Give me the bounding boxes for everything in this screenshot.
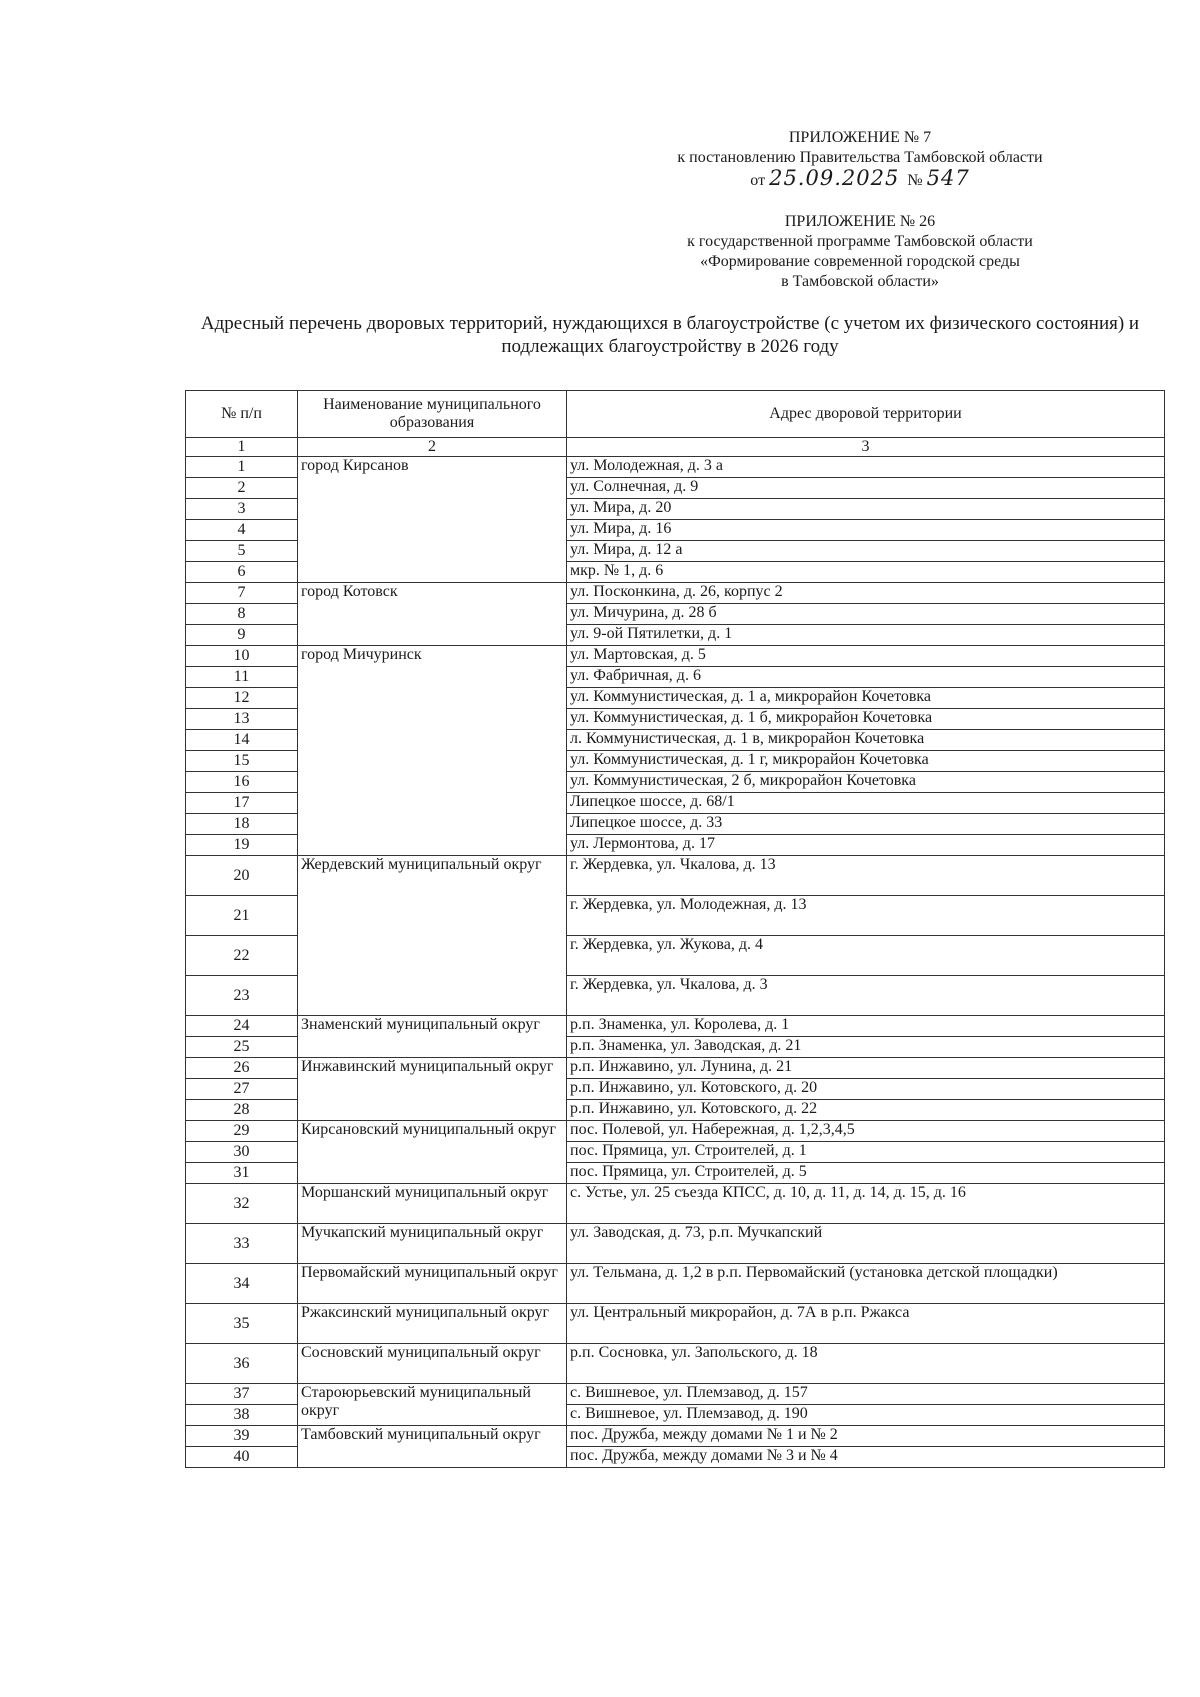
- row-number: 17: [186, 793, 298, 814]
- row-number: 33: [186, 1224, 298, 1264]
- row-number: 20: [186, 856, 298, 896]
- row-number: 11: [186, 667, 298, 688]
- row-number: 4: [186, 520, 298, 541]
- handwritten-date: 25.09.2025: [769, 166, 900, 190]
- address-cell: ул. Центральный микрорайон, д. 7А в р.п. Ржакса: [567, 1304, 1165, 1344]
- document-title: Адресный перечень дворовых территорий, нуждающихся в благоустройстве (с учетом их физического состояния) и подлежащих благоустройству в 2026 году: [200, 313, 1140, 357]
- row-number: 13: [186, 709, 298, 730]
- row-number: 28: [186, 1100, 298, 1121]
- address-cell: ул. Лермонтова, д. 17: [567, 835, 1165, 856]
- table-row: [186, 583, 1165, 604]
- date-prefix: от: [750, 172, 766, 189]
- address-cell: л. Коммунистическая, д. 1 в, микрорайон Кочетовка: [567, 730, 1165, 751]
- header-number: № п/п: [186, 391, 298, 438]
- row-number: 24: [186, 1016, 298, 1037]
- address-cell: ул. Тельмана, д. 1,2 в р.п. Первомайский (установка детской площадки): [567, 1264, 1165, 1304]
- table-row: [186, 1426, 1165, 1447]
- address-cell: ул. Посконкина, д. 26, корпус 2: [567, 583, 1165, 604]
- municipality-name: Староюрьевский муниципальный округ: [298, 1384, 567, 1426]
- row-number: 39: [186, 1426, 298, 1447]
- address-cell: пос. Прямица, ул. Строителей, д. 1: [567, 1142, 1165, 1163]
- appendix-26-title: ПРИЛОЖЕНИЕ № 26: [784, 213, 936, 230]
- address-cell: г. Жердевка, ул. Жукова, д. 4: [567, 936, 1165, 976]
- address-cell: с. Устье, ул. 25 съезда КПСС, д. 10, д. 11, д. 14, д. 15, д. 16: [567, 1184, 1165, 1224]
- row-number: 37: [186, 1384, 298, 1405]
- row-number: 35: [186, 1304, 298, 1344]
- row-number: 34: [186, 1264, 298, 1304]
- address-cell: с. Вишневое, ул. Племзавод, д. 190: [567, 1405, 1165, 1426]
- address-cell: р.п. Инжавино, ул. Котовского, д. 22: [567, 1100, 1165, 1121]
- address-cell: р.п. Знаменка, ул. Королева, д. 1: [567, 1016, 1165, 1037]
- row-number: 23: [186, 976, 298, 1016]
- row-number: 3: [186, 499, 298, 520]
- row-number: 2: [186, 478, 298, 499]
- row-number: 21: [186, 896, 298, 936]
- row-number: 10: [186, 646, 298, 667]
- table-header-row: [186, 391, 1165, 438]
- municipality-name: Кирсановский муниципальный округ: [298, 1121, 567, 1184]
- address-cell: г. Жердевка, ул. Чкалова, д. 3: [567, 976, 1165, 1016]
- municipality-name: Жердевский муниципальный округ: [298, 856, 567, 1016]
- address-cell: ул. Мира, д. 12 а: [567, 541, 1165, 562]
- address-cell: Липецкое шоссе, д. 33: [567, 814, 1165, 835]
- row-number: 29: [186, 1121, 298, 1142]
- row-number: 16: [186, 772, 298, 793]
- address-cell: ул. Мира, д. 16: [567, 520, 1165, 541]
- address-cell: ул. Молодежная, д. 3 а: [567, 457, 1165, 478]
- address-cell: с. Вишневое, ул. Племзавод, д. 157: [567, 1384, 1165, 1405]
- municipality-name: город Кирсанов: [298, 457, 567, 583]
- address-cell: Липецкое шоссе, д. 68/1: [567, 793, 1165, 814]
- header-municipality: Наименование муниципального образования: [298, 391, 567, 438]
- table-row: [186, 1121, 1165, 1142]
- table-row: [186, 1344, 1165, 1384]
- table-row: [186, 457, 1165, 478]
- address-table: [185, 390, 1165, 1468]
- address-cell: ул. Коммунистическая, д. 1 б, микрорайон Кочетовка: [567, 709, 1165, 730]
- appendix-7-header: [600, 128, 1120, 191]
- row-number: 5: [186, 541, 298, 562]
- header-address: Адрес дворовой территории: [567, 391, 1165, 438]
- table-body: [186, 438, 1165, 1468]
- appendix-26-program-line: к государственной программе Тамбовской области: [687, 233, 1033, 250]
- row-number: 1: [186, 457, 298, 478]
- column-index-3: 3: [567, 438, 1165, 457]
- municipality-name: Мучкапский муниципальный округ: [298, 1224, 567, 1264]
- row-number: 14: [186, 730, 298, 751]
- row-number: 6: [186, 562, 298, 583]
- column-index-2: 2: [298, 438, 567, 457]
- row-number: 22: [186, 936, 298, 976]
- appendix-26-program-name-line1: «Формирование современной городской среды: [700, 253, 1020, 270]
- table-row: [186, 1184, 1165, 1224]
- address-cell: г. Жердевка, ул. Чкалова, д. 13: [567, 856, 1165, 896]
- row-number: 12: [186, 688, 298, 709]
- appendix-26-header: [600, 212, 1120, 292]
- row-number: 38: [186, 1405, 298, 1426]
- address-cell: ул. Коммунистическая, 2 б, микрорайон Кочетовка: [567, 772, 1165, 793]
- address-cell: р.п. Сосновка, ул. Запольского, д. 18: [567, 1344, 1165, 1384]
- address-cell: ул. Мартовская, д. 5: [567, 646, 1165, 667]
- address-cell: пос. Дружба, между домами № 3 и № 4: [567, 1447, 1165, 1468]
- address-cell: пос. Дружба, между домами № 1 и № 2: [567, 1426, 1165, 1447]
- municipality-name: Ржаксинский муниципальный округ: [298, 1304, 567, 1344]
- address-cell: ул. Фабричная, д. 6: [567, 667, 1165, 688]
- address-cell: ул. Коммунистическая, д. 1 г, микрорайон Кочетовка: [567, 751, 1165, 772]
- row-number: 27: [186, 1079, 298, 1100]
- address-cell: мкр. № 1, д. 6: [567, 562, 1165, 583]
- address-cell: ул. Заводская, д. 73, р.п. Мучкапский: [567, 1224, 1165, 1264]
- municipality-name: Сосновский муниципальный округ: [298, 1344, 567, 1384]
- row-number: 32: [186, 1184, 298, 1224]
- municipality-name: Инжавинский муниципальный округ: [298, 1058, 567, 1121]
- municipality-name: Первомайский муниципальный округ: [298, 1264, 567, 1304]
- row-number: 30: [186, 1142, 298, 1163]
- row-number: 15: [186, 751, 298, 772]
- address-cell: ул. Солнечная, д. 9: [567, 478, 1165, 499]
- address-cell: ул. Коммунистическая, д. 1 а, микрорайон Кочетовка: [567, 688, 1165, 709]
- address-cell: ул. 9-ой Пятилетки, д. 1: [567, 625, 1165, 646]
- table-row: [186, 1304, 1165, 1344]
- row-number: 31: [186, 1163, 298, 1184]
- municipality-name: город Мичуринск: [298, 646, 567, 856]
- appendix-26-program-name-line2: в Тамбовской области»: [781, 273, 939, 290]
- table-row: [186, 1264, 1165, 1304]
- appendix-7-resolution-line: к постановлению Правительства Тамбовской области: [677, 149, 1043, 166]
- table-row: [186, 1224, 1165, 1264]
- address-cell: пос. Полевой, ул. Набережная, д. 1,2,3,4,5: [567, 1121, 1165, 1142]
- appendix-7-date-line: [600, 168, 1120, 191]
- address-cell: р.п. Инжавино, ул. Котовского, д. 20: [567, 1079, 1165, 1100]
- table-row: [186, 1016, 1165, 1037]
- address-cell: ул. Мичурина, д. 28 б: [567, 604, 1165, 625]
- appendix-7-title: ПРИЛОЖЕНИЕ № 7: [788, 129, 932, 146]
- row-number: 7: [186, 583, 298, 604]
- table-row: [186, 1384, 1165, 1405]
- row-number: 26: [186, 1058, 298, 1079]
- row-number: 9: [186, 625, 298, 646]
- municipality-name: Моршанский муниципальный округ: [298, 1184, 567, 1224]
- address-cell: г. Жердевка, ул. Молодежная, д. 13: [567, 896, 1165, 936]
- row-number: 8: [186, 604, 298, 625]
- row-number: 40: [186, 1447, 298, 1468]
- table-row: [186, 1058, 1165, 1079]
- row-number: 36: [186, 1344, 298, 1384]
- municipality-name: Тамбовский муниципальный округ: [298, 1426, 567, 1468]
- table-row: [186, 856, 1165, 896]
- table-row: [186, 646, 1165, 667]
- municipality-name: город Котовск: [298, 583, 567, 646]
- column-index-row: [186, 438, 1165, 457]
- address-cell: р.п. Инжавино, ул. Лунина, д. 21: [567, 1058, 1165, 1079]
- row-number: 19: [186, 835, 298, 856]
- municipality-name: Знаменский муниципальный округ: [298, 1016, 567, 1058]
- column-index-1: 1: [186, 438, 298, 457]
- row-number: 25: [186, 1037, 298, 1058]
- address-cell: пос. Прямица, ул. Строителей, д. 5: [567, 1163, 1165, 1184]
- address-cell: р.п. Знаменка, ул. Заводская, д. 21: [567, 1037, 1165, 1058]
- row-number: 18: [186, 814, 298, 835]
- handwritten-number: 547: [926, 166, 970, 190]
- address-cell: ул. Мира, д. 20: [567, 499, 1165, 520]
- number-prefix: №: [907, 172, 923, 189]
